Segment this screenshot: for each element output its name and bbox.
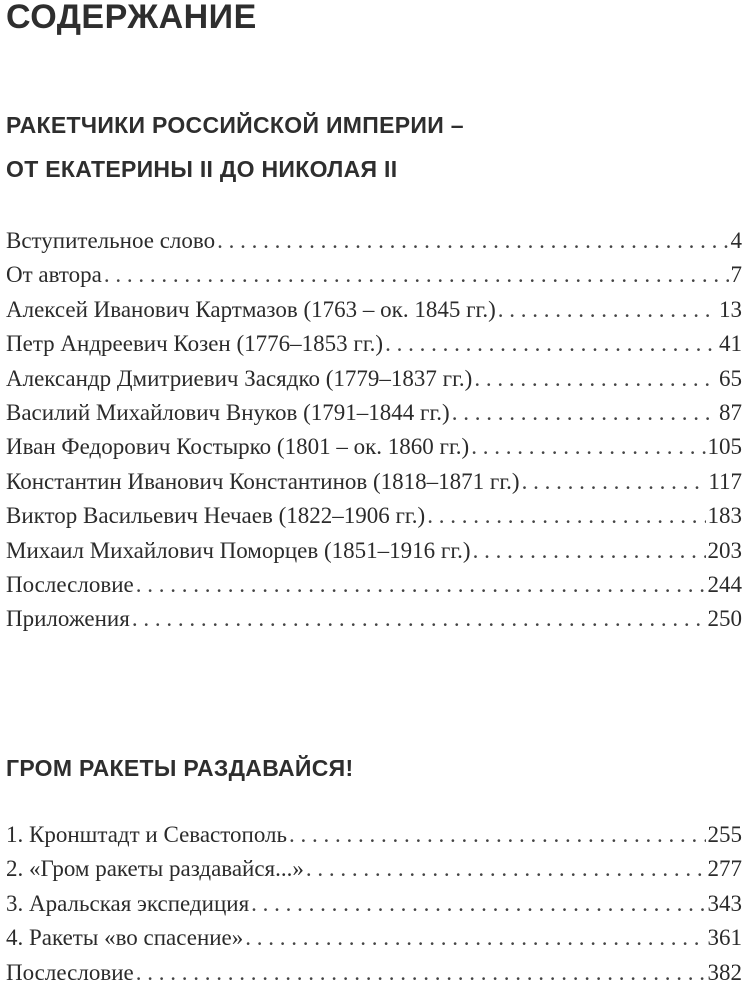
toc-entry-title: Послесловие	[6, 959, 134, 985]
toc-entry-title: 4. Ракеты «во спасение»	[6, 925, 244, 951]
toc-entry-page: 105	[707, 434, 742, 460]
toc-entry-title: Михаил Михайлович Поморцев (1851–1916 гг.)	[6, 537, 471, 563]
toc-entry[interactable]	[6, 224, 742, 258]
toc-leader-dots	[132, 602, 706, 636]
toc-entry-page: 255	[707, 822, 742, 847]
toc-leader-dots	[522, 465, 707, 499]
toc-leader-dots	[474, 362, 717, 396]
toc-entry[interactable]	[6, 852, 742, 886]
toc-entry-title: Василий Михайлович Внуков (1791–1844 гг.)	[6, 399, 450, 425]
toc-entry-page: 244	[707, 571, 742, 597]
toc-entry[interactable]	[6, 396, 742, 430]
toc-leader-dots	[136, 568, 706, 602]
toc-entry-page: 65	[719, 365, 742, 391]
toc-entry-title: Послесловие	[6, 571, 134, 597]
toc-entry[interactable]	[6, 293, 742, 327]
toc-entry-page: 277	[707, 856, 742, 882]
toc-entry-page: 343	[707, 890, 742, 916]
toc-list-section-1	[6, 224, 742, 637]
toc-list-section-2	[6, 818, 742, 990]
toc-entry[interactable]	[6, 921, 742, 955]
toc-entry-page: 87	[719, 399, 742, 425]
toc-entry-page: 382	[707, 959, 742, 985]
toc-leader-dots	[104, 258, 729, 292]
toc-entry[interactable]	[6, 465, 742, 499]
toc-entry[interactable]	[6, 818, 742, 852]
section-heading-rocket-thunder	[6, 746, 353, 790]
toc-leader-dots	[452, 396, 717, 430]
toc-leader-dots	[289, 818, 706, 852]
toc-leader-dots	[217, 224, 728, 258]
section-heading-line: РАКЕТЧИКИ РОССИЙСКОЙ ИМПЕРИИ –	[6, 112, 464, 138]
toc-entry-page: 7	[730, 262, 742, 288]
toc-entry[interactable]	[6, 887, 742, 921]
toc-entry-title: Петр Андреевич Козен (1776–1853 гг.)	[6, 331, 384, 357]
toc-entry-title: Иван Федорович Костырко (1801 – ок. 1860 гг.)	[6, 434, 470, 460]
toc-entry-title: Алексей Иванович Картмазов (1763 – ок. 1845 гг.)	[6, 296, 496, 322]
section-heading-line: ГРОМ РАКЕТЫ РАЗДАВАЙСЯ!	[6, 755, 354, 781]
toc-entry[interactable]	[6, 362, 742, 396]
toc-entry-title: Виктор Васильевич Нечаев (1822–1906 гг.)	[6, 503, 426, 529]
toc-leader-dots	[136, 956, 706, 990]
toc-leader-dots	[251, 887, 705, 921]
toc-entry[interactable]	[6, 258, 742, 292]
toc-entry-page: 203	[707, 537, 742, 563]
toc-entry-title: 1. Кронштадт и Севастополь	[6, 822, 287, 847]
toc-entry-page: 361	[707, 925, 742, 951]
toc-entry[interactable]	[6, 499, 742, 533]
toc-entry-title: Константин Иванович Константинов (1818–1871 гг.)	[6, 468, 520, 494]
toc-leader-dots	[427, 499, 705, 533]
section-heading-imperial-rocketeers	[6, 103, 464, 191]
toc-leader-dots	[385, 327, 717, 361]
toc-entry-title: Вступительное слово	[6, 228, 216, 253]
toc-entry-page: 4	[730, 228, 742, 253]
toc-entry[interactable]	[6, 568, 742, 602]
toc-entry-page: 117	[708, 468, 742, 494]
toc-leader-dots	[498, 293, 717, 327]
toc-entry-page: 41	[719, 331, 742, 357]
toc-entry[interactable]	[6, 534, 742, 568]
page-title: СОДЕРЖАНИЕ	[6, 0, 257, 36]
toc-leader-dots	[471, 430, 705, 464]
toc-entry[interactable]	[6, 602, 742, 636]
toc-leader-dots	[245, 921, 705, 955]
toc-entry[interactable]	[6, 430, 742, 464]
toc-entry-title: Александр Дмитриевич Засядко (1779–1837 гг.)	[6, 365, 473, 391]
toc-entry-page: 250	[707, 606, 742, 632]
toc-leader-dots	[473, 534, 706, 568]
toc-leader-dots	[306, 852, 706, 886]
toc-entry-page: 183	[707, 503, 742, 529]
toc-entry-title: 2. «Гром ракеты раздавайся...»	[6, 856, 304, 882]
toc-entry-title: Приложения	[6, 606, 130, 632]
section-heading-line: ОТ ЕКАТЕРИНЫ II ДО НИКОЛАЯ II	[6, 156, 398, 182]
toc-entry-page: 13	[719, 296, 742, 322]
toc-entry[interactable]	[6, 956, 742, 990]
toc-entry-title: 3. Аральская экспедиция	[6, 890, 250, 916]
toc-entry[interactable]	[6, 327, 742, 361]
toc-entry-title: От автора	[6, 262, 102, 288]
